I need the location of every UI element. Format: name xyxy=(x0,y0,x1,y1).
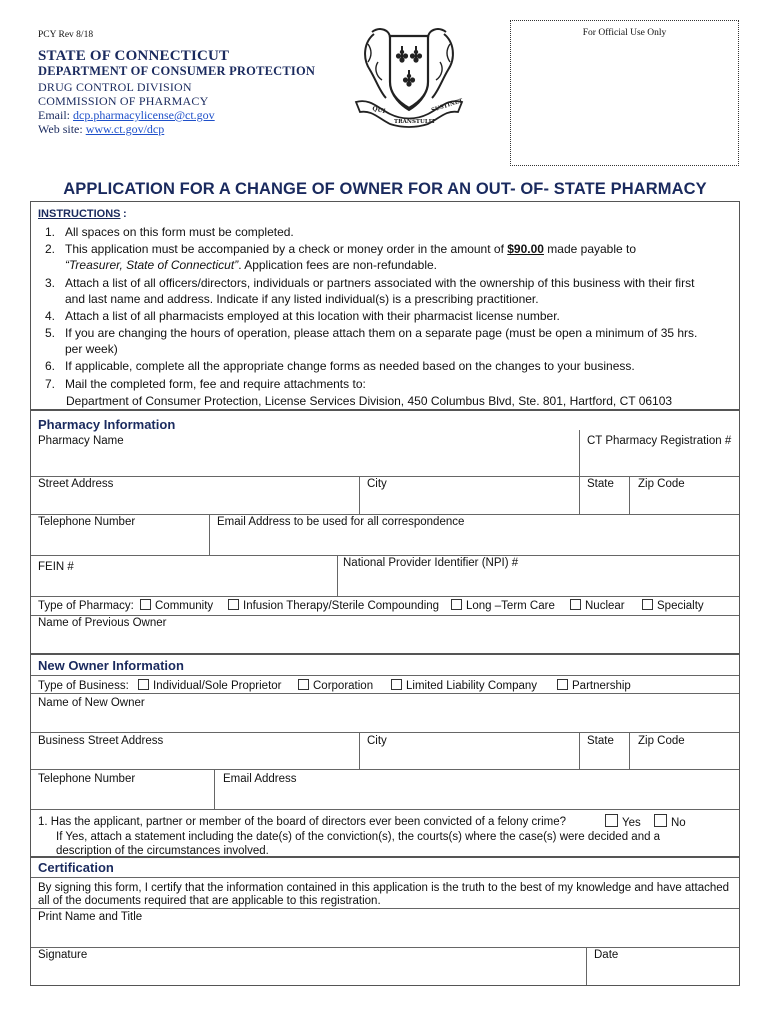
checkbox[interactable] xyxy=(642,599,653,610)
instruction-number: 2. xyxy=(45,242,56,256)
checkbox[interactable] xyxy=(570,599,581,610)
agency-commission: COMMISSION OF PHARMACY xyxy=(38,94,209,108)
correspondence-email-field[interactable]: Email Address to be used for all correspondence xyxy=(217,516,465,528)
instruction-number: 3. xyxy=(45,276,56,290)
telephone-field[interactable]: Telephone Number xyxy=(38,516,136,528)
pharmacy-name-field[interactable]: Pharmacy Name xyxy=(38,435,124,447)
pharmacy-type-nuclear[interactable] xyxy=(570,599,625,612)
instruction-item xyxy=(45,308,715,324)
business-type-partnership[interactable] xyxy=(557,679,631,692)
state-seal-icon xyxy=(350,22,468,128)
business-street-field[interactable]: Business Street Address xyxy=(38,735,164,747)
certification-section xyxy=(30,857,740,986)
option-label: Long –Term Care xyxy=(466,600,555,612)
agency-state: STATE OF CONNECTICUT xyxy=(38,48,230,64)
official-use-box xyxy=(510,20,739,166)
option-label: Specialty xyxy=(657,600,704,612)
certification-text-2: all of the documents required that are applicable to this registration. xyxy=(38,895,381,907)
instructions-box xyxy=(30,201,740,410)
option-label: Partnership xyxy=(572,680,631,692)
pharmacy-type-long-term-care[interactable] xyxy=(451,599,555,612)
date-field[interactable]: Date xyxy=(594,949,619,961)
new-owner-city-field[interactable]: City xyxy=(367,735,387,747)
felony-yes-option[interactable] xyxy=(605,814,641,829)
instruction-text xyxy=(45,241,715,273)
option-label: Yes xyxy=(622,817,641,829)
instruction-item xyxy=(45,275,715,307)
business-type-individual[interactable] xyxy=(138,679,282,692)
agency-division: DRUG CONTROL DIVISION xyxy=(38,80,192,94)
checkbox[interactable] xyxy=(557,679,568,690)
option-label: Limited Liability Company xyxy=(406,680,538,692)
fee-note: . Application fees are non-refundable. xyxy=(238,258,437,272)
instruction-item xyxy=(45,241,715,273)
fee-text-b: made payable to xyxy=(543,242,637,256)
instruction-item xyxy=(45,325,715,357)
agency-email-line xyxy=(38,108,215,123)
checkbox[interactable] xyxy=(654,814,667,827)
option-label: Corporation xyxy=(313,680,374,692)
felony-question: 1. Has the applicant, partner or member of the board of directors ever been convicted of a felony crime? xyxy=(38,816,567,828)
checkbox[interactable] xyxy=(451,599,462,610)
instructions-heading: INSTRUCTIONS xyxy=(38,208,121,220)
business-type-corporation[interactable] xyxy=(298,679,373,692)
fee-text: This application must be accompanied by a check or money order in the amount of xyxy=(65,242,508,256)
checkbox[interactable] xyxy=(391,679,402,690)
checkbox[interactable] xyxy=(298,679,309,690)
page-title: APPLICATION FOR A CHANGE OF OWNER FOR AN OUT- OF- STATE PHARMACY xyxy=(63,180,707,198)
instruction-number: 6. xyxy=(45,359,56,373)
svg-text:TRANSTULIT: TRANSTULIT xyxy=(394,119,436,125)
instruction-text: Mail the completed form, fee and require attachments to: xyxy=(65,377,366,391)
new-owner-telephone-field[interactable]: Telephone Number xyxy=(38,773,136,785)
felony-note-line-2: description of the circumstances involved. xyxy=(56,845,269,857)
new-owner-zip-field[interactable]: Zip Code xyxy=(638,735,685,747)
pharmacy-information-section xyxy=(30,410,740,654)
felony-no-option[interactable] xyxy=(654,814,686,829)
web-label: Web site: xyxy=(38,122,83,136)
instruction-number: 7. xyxy=(45,377,56,391)
official-use-label: For Official Use Only xyxy=(582,28,667,38)
certification-text-1: By signing this form, I certify that the information contained in this application is the truth to the best of my knowledge and have attached xyxy=(38,882,730,894)
new-owner-name-field[interactable]: Name of New Owner xyxy=(38,697,145,709)
print-name-field[interactable]: Print Name and Title xyxy=(38,911,143,923)
option-label: Infusion Therapy/Sterile Compounding xyxy=(243,600,440,612)
new-owner-email-field[interactable]: Email Address xyxy=(223,773,297,785)
pharmacy-type-specialty[interactable] xyxy=(642,599,704,612)
agency-web-line xyxy=(38,122,164,137)
option-label: No xyxy=(671,817,686,829)
option-label: Nuclear xyxy=(585,600,625,612)
svg-text:QUI: QUI xyxy=(371,105,387,116)
pharmacy-type-label: Type of Pharmacy: xyxy=(38,600,134,612)
svg-text:SUSTINET: SUSTINET xyxy=(430,98,464,114)
instruction-number: 4. xyxy=(45,309,56,323)
email-link[interactable]: dcp.pharmacylicense@ct.gov xyxy=(73,108,215,122)
instruction-item xyxy=(45,376,715,392)
new-owner-state-field[interactable]: State xyxy=(587,735,614,747)
instruction-text: All spaces on this form must be completed. xyxy=(65,225,294,239)
section-title-pharmacy: Pharmacy Information xyxy=(38,417,176,432)
business-type-label: Type of Business: xyxy=(38,680,129,692)
felony-note-line-1: If Yes, attach a statement including the date(s) of the conviction(s), the courts(s) where the case(s) were decided and a xyxy=(56,831,661,843)
signature-field[interactable]: Signature xyxy=(38,949,88,961)
checkbox[interactable] xyxy=(228,599,239,610)
checkbox[interactable] xyxy=(140,599,151,610)
email-label: Email: xyxy=(38,108,70,122)
new-owner-section xyxy=(30,654,740,857)
section-title-certification: Certification xyxy=(38,860,114,875)
fein-field[interactable]: FEIN # xyxy=(38,561,74,573)
agency-department: DEPARTMENT OF CONSUMER PROTECTION xyxy=(38,64,316,78)
pharmacy-type-community[interactable] xyxy=(140,599,213,612)
instruction-text: Attach a list of all officers/directors, individuals or partners associated with the ownership of this business with their first and last name and address. Indicate if any listed individual(s) is a prescribing practitioner. xyxy=(65,276,695,306)
instruction-text: Attach a list of all pharmacists employed at this location with their pharmacist license number. xyxy=(65,309,560,323)
instruction-text: If applicable, complete all the appropriate change forms as needed based on the changes to your business. xyxy=(65,359,635,373)
payee: “Treasurer, State of Connecticut” xyxy=(65,258,239,272)
checkbox[interactable] xyxy=(138,679,149,690)
pharmacy-type-infusion[interactable] xyxy=(228,599,439,612)
instruction-number: 1. xyxy=(45,225,56,239)
ct-registration-field[interactable]: CT Pharmacy Registration # xyxy=(587,435,732,447)
previous-owner-field[interactable]: Name of Previous Owner xyxy=(38,617,167,629)
instruction-number: 5. xyxy=(45,326,56,340)
fee-amount: $90.00 xyxy=(507,242,544,256)
instructions-colon: : xyxy=(123,208,127,220)
option-label: Community xyxy=(155,600,214,612)
city-field[interactable]: City xyxy=(367,478,387,490)
street-address-field[interactable]: Street Address xyxy=(38,478,114,490)
instruction-item xyxy=(45,224,715,240)
npi-field[interactable]: National Provider Identifier (NPI) # xyxy=(343,557,519,569)
business-type-llc[interactable] xyxy=(391,679,537,692)
zip-code-field[interactable]: Zip Code xyxy=(638,478,685,490)
instruction-text: If you are changing the hours of operation, please attach them on a separate page (must be open a minimum of 35 hrs. per week) xyxy=(65,326,698,356)
mailing-address: Department of Consumer Protection, License Services Division, 450 Columbus Blvd, Ste. 801, Hartford, CT 06103 xyxy=(66,394,673,408)
state-field[interactable]: State xyxy=(587,478,614,490)
option-label: Individual/Sole Proprietor xyxy=(153,680,282,692)
section-title-new-owner: New Owner Information xyxy=(38,658,184,673)
web-link[interactable]: www.ct.gov/dcp xyxy=(85,122,165,136)
form-revision: PCY Rev 8/18 xyxy=(38,30,94,40)
checkbox[interactable] xyxy=(605,814,618,827)
instruction-item xyxy=(45,358,715,374)
